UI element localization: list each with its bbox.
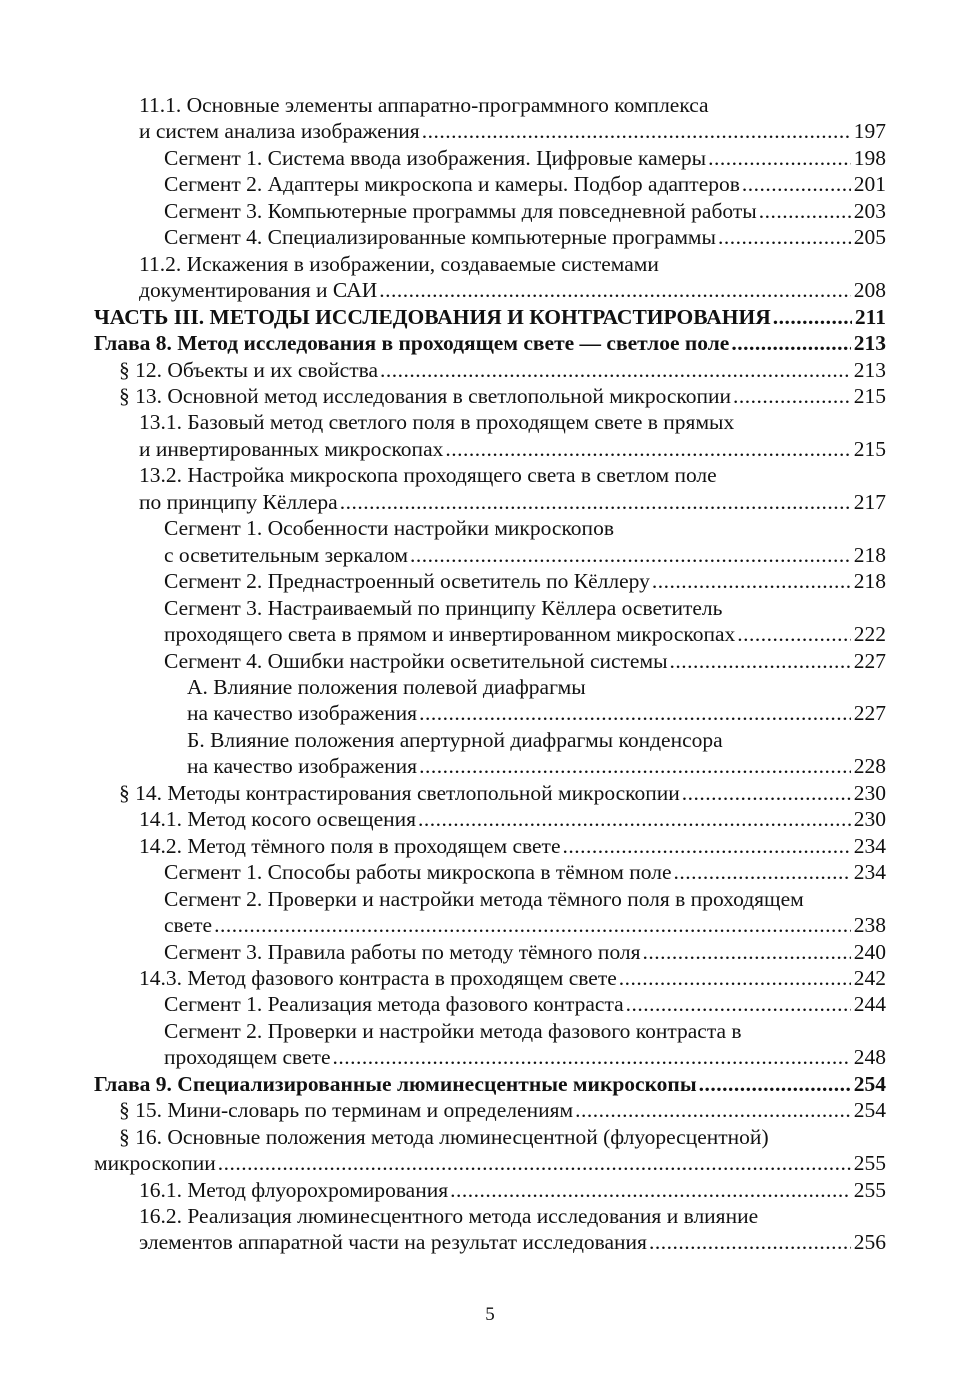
toc-entry-line xyxy=(94,621,886,647)
toc-entry-title: и систем анализа изображения xyxy=(139,119,420,144)
toc-entry-line xyxy=(94,1044,886,1070)
toc-page-number: 227 xyxy=(853,701,886,726)
dot-leader xyxy=(619,965,851,991)
toc-entry-line xyxy=(94,753,886,779)
page-number: 5 xyxy=(485,1304,495,1325)
toc-entry-title: § 14. Методы контрастирования светлопольной микроскопии xyxy=(119,780,680,805)
toc-entry[interactable] xyxy=(94,1071,886,1097)
toc-entry-line xyxy=(94,806,886,832)
toc-entry-line xyxy=(94,277,886,303)
dot-leader xyxy=(670,648,851,674)
toc-entry-line xyxy=(94,542,886,568)
toc-page-number: 238 xyxy=(853,913,886,938)
toc-entry[interactable] xyxy=(94,409,886,462)
toc-entry-line xyxy=(94,648,886,674)
toc-entry-line xyxy=(94,1177,886,1203)
dot-leader xyxy=(214,912,851,938)
toc-entry-title: на качество изображения xyxy=(187,754,418,779)
toc-entry-title: § 16. Основные положения метода люминесцентной (флуоресцентной) xyxy=(119,1124,769,1149)
dot-leader xyxy=(422,118,851,144)
toc-entry-line xyxy=(94,330,886,356)
toc-entry[interactable] xyxy=(94,1177,886,1203)
toc-entry[interactable] xyxy=(94,674,886,727)
toc-entry-title: А. Влияние положения полевой диафрагмы xyxy=(187,674,586,699)
toc-entry-title: § 13. Основной метод исследования в светлопольной микроскопии xyxy=(119,383,732,408)
dot-leader xyxy=(733,383,851,409)
toc-entry-title: проходящем свете xyxy=(164,1045,331,1070)
toc-page-number: 228 xyxy=(853,754,886,779)
toc-page-number: 222 xyxy=(853,622,886,647)
toc-entry-line xyxy=(94,1229,886,1255)
dot-leader xyxy=(419,700,851,726)
toc-page-number: 256 xyxy=(853,1230,886,1255)
toc-entry-line xyxy=(94,991,886,1017)
toc-page-number: 203 xyxy=(853,198,886,223)
toc-entry-line xyxy=(94,1150,886,1176)
toc-page-number: 254 xyxy=(853,1098,886,1123)
toc-entry-title: 16.1. Метод флуорохромирования xyxy=(139,1177,449,1202)
toc-entry[interactable] xyxy=(94,939,886,965)
dot-leader xyxy=(652,568,851,594)
toc-page-number: 215 xyxy=(853,436,886,461)
toc-entry-title: Сегмент 3. Компьютерные программы для повседневной работы xyxy=(164,198,757,223)
toc-entry-title: Сегмент 1. Система ввода изображения. Цифровые камеры xyxy=(164,145,707,170)
toc-entry-line xyxy=(94,409,886,435)
toc-page-number: 242 xyxy=(853,965,886,990)
toc-entry-title: Глава 8. Метод исследования в проходящем свете — светлое поле xyxy=(94,331,730,356)
toc-entry[interactable] xyxy=(94,991,886,1017)
toc-entry-line xyxy=(94,145,886,171)
toc-entry[interactable] xyxy=(94,224,886,250)
toc-entry-title: ЧАСТЬ III. МЕТОДЫ ИССЛЕДОВАНИЯ И КОНТРАСТИРОВАНИЯ xyxy=(94,304,771,329)
toc-entry-line xyxy=(94,595,886,621)
toc-entry[interactable] xyxy=(94,515,886,568)
toc-page-number: 197 xyxy=(853,119,886,144)
dot-leader xyxy=(379,277,851,303)
toc-entry-title: элементов аппаратной части на результат исследования xyxy=(139,1230,647,1255)
toc-page-number: 255 xyxy=(853,1177,886,1202)
toc-page-number: 211 xyxy=(854,304,886,329)
toc-entry-line xyxy=(94,251,886,277)
toc-entry-title: с осветительным зеркалом xyxy=(164,542,408,567)
toc-entry[interactable] xyxy=(94,383,886,409)
dot-leader xyxy=(218,1150,851,1176)
toc-entry-title: Б. Влияние положения апертурной диафрагмы конденсора xyxy=(187,727,723,752)
dot-leader xyxy=(643,939,851,965)
toc-entry[interactable] xyxy=(94,1203,886,1256)
toc-entry-line xyxy=(94,224,886,250)
dot-leader xyxy=(759,198,851,224)
toc-entry-line xyxy=(94,92,886,118)
dot-leader xyxy=(731,330,850,356)
toc-entry-line xyxy=(94,886,886,912)
toc-entry-line xyxy=(94,833,886,859)
toc-entry[interactable] xyxy=(94,462,886,515)
toc-entry[interactable] xyxy=(94,92,886,145)
toc-entry-title: Глава 9. Специализированные люминесцентные микроскопы xyxy=(94,1071,697,1096)
toc-page-number: 215 xyxy=(853,383,886,408)
toc-entry-line xyxy=(94,780,886,806)
dot-leader xyxy=(380,357,851,383)
toc-page-number: 254 xyxy=(853,1071,886,1096)
toc-entry-title: 16.2. Реализация люминесцентного метода исследования и влияние xyxy=(139,1204,759,1229)
toc-entry-line xyxy=(94,965,886,991)
toc-page-number: 248 xyxy=(853,1045,886,1070)
toc-page-number: 217 xyxy=(853,489,886,514)
toc-entry-title: Сегмент 2. Преднастроенный осветитель по Кёллеру xyxy=(164,569,650,594)
toc-entry-line xyxy=(94,859,886,885)
toc-page-number: 230 xyxy=(853,807,886,832)
toc-entry[interactable] xyxy=(94,330,886,356)
toc-entry-title: микроскопии xyxy=(94,1151,216,1176)
dot-leader xyxy=(773,304,852,330)
toc-page-number: 208 xyxy=(853,278,886,303)
toc-page-number: 213 xyxy=(853,357,886,382)
dot-leader xyxy=(674,859,851,885)
toc-entry-title: 14.3. Метод фазового контраста в проходящем свете xyxy=(139,965,617,990)
toc-entry-line xyxy=(94,383,886,409)
dot-leader xyxy=(563,833,851,859)
toc-entry-title: 11.1. Основные элементы аппаратно-программного комплекса xyxy=(139,93,709,117)
toc-page-number: 201 xyxy=(853,172,886,197)
toc-page-number: 240 xyxy=(853,939,886,964)
toc-entry-line xyxy=(94,939,886,965)
toc-entry[interactable] xyxy=(94,145,886,171)
toc-entry[interactable] xyxy=(94,1018,886,1071)
toc-page-number: 230 xyxy=(853,780,886,805)
dot-leader xyxy=(410,542,851,568)
toc-entry-line xyxy=(94,700,886,726)
toc-entry-title: Сегмент 1. Особенности настройки микроскопов xyxy=(164,516,614,541)
toc-entry-title: Сегмент 4. Ошибки настройки осветительной системы xyxy=(164,648,668,673)
dot-leader xyxy=(575,1097,851,1123)
toc-entry-title: Сегмент 2. Проверки и настройки метода тёмного поля в проходящем xyxy=(164,886,804,911)
toc-entry[interactable] xyxy=(94,1124,886,1177)
toc-entry[interactable] xyxy=(94,171,886,197)
toc-entry[interactable] xyxy=(94,833,886,859)
toc-entry-title: Сегмент 2. Проверки и настройки метода фазового контраста в xyxy=(164,1018,742,1043)
dot-leader xyxy=(445,436,850,462)
toc-entry[interactable] xyxy=(94,1097,886,1123)
toc-entry[interactable] xyxy=(94,727,886,780)
toc-entry-title: Сегмент 1. Реализация метода фазового контраста xyxy=(164,992,624,1017)
toc-page-number: 234 xyxy=(853,860,886,885)
dot-leader xyxy=(340,489,851,515)
dot-leader xyxy=(737,621,850,647)
table-of-contents xyxy=(94,92,886,1256)
toc-entry-line xyxy=(94,912,886,938)
toc-entry-line xyxy=(94,515,886,541)
toc-entry-title: 13.1. Базовый метод светлого поля в проходящем свете в прямых xyxy=(139,410,735,435)
toc-entry[interactable] xyxy=(94,886,886,939)
toc-entry[interactable] xyxy=(94,251,886,304)
toc-page-number: 213 xyxy=(853,331,886,356)
toc-entry-title: 13.2. Настройка микроскопа проходящего света в светлом поле xyxy=(139,463,717,488)
toc-entry-line xyxy=(94,568,886,594)
toc-entry-line xyxy=(94,436,886,462)
toc-entry-title: Сегмент 2. Адаптеры микроскопа и камеры. Подбор адаптеров xyxy=(164,172,740,197)
toc-page-number: 255 xyxy=(853,1151,886,1176)
toc-entry-line xyxy=(94,489,886,515)
dot-leader xyxy=(418,806,851,832)
toc-page-number: 244 xyxy=(853,992,886,1017)
dot-leader xyxy=(649,1229,851,1255)
toc-entry-line xyxy=(94,357,886,383)
toc-entry-line xyxy=(94,1203,886,1229)
dot-leader xyxy=(419,753,851,779)
dot-leader xyxy=(742,171,851,197)
toc-page-number: 205 xyxy=(853,225,886,250)
toc-entry-line xyxy=(94,118,886,144)
toc-entry-title: Сегмент 3. Настраиваемый по принципу Кёллера осветитель xyxy=(164,595,723,620)
toc-entry-title: на качество изображения xyxy=(187,701,418,726)
toc-page-number: 218 xyxy=(853,569,886,594)
dot-leader xyxy=(450,1177,851,1203)
toc-page-number: 227 xyxy=(853,648,886,673)
toc-entry-line xyxy=(94,674,886,700)
toc-entry-title: Сегмент 4. Специализированные компьютерные программы xyxy=(164,225,716,250)
dot-leader xyxy=(708,145,851,171)
toc-entry-line xyxy=(94,304,886,330)
dot-leader xyxy=(699,1071,851,1097)
toc-entry-title: по принципу Кёллера xyxy=(139,489,338,514)
toc-page-number: 218 xyxy=(853,542,886,567)
toc-entry-line xyxy=(94,171,886,197)
toc-entry-title: Сегмент 1. Способы работы микроскопа в тёмном поле xyxy=(164,860,672,885)
toc-entry-title: документирования и САИ xyxy=(139,278,378,303)
toc-entry-title: проходящего света в прямом и инвертированном микроскопах xyxy=(164,622,736,647)
toc-entry-title: § 15. Мини-словарь по терминам и определениям xyxy=(119,1098,574,1123)
toc-entry[interactable] xyxy=(94,780,886,806)
toc-entry-line xyxy=(94,1071,886,1097)
toc-entry-line xyxy=(94,198,886,224)
toc-entry[interactable] xyxy=(94,965,886,991)
toc-entry[interactable] xyxy=(94,198,886,224)
toc-entry-title: § 12. Объекты и их свойства xyxy=(119,357,379,382)
toc-entry-line xyxy=(94,1097,886,1123)
toc-entry-line xyxy=(94,727,886,753)
dot-leader xyxy=(718,224,851,250)
toc-page-number: 234 xyxy=(853,833,886,858)
toc-entry-line xyxy=(94,1018,886,1044)
toc-entry[interactable] xyxy=(94,859,886,885)
toc-entry[interactable] xyxy=(94,595,886,648)
toc-entry-title: и инвертированных микроскопах xyxy=(139,436,444,461)
dot-leader xyxy=(626,991,851,1017)
toc-entry-title: Сегмент 3. Правила работы по методу тёмного поля xyxy=(164,939,641,964)
toc-entry[interactable] xyxy=(94,357,886,383)
toc-entry[interactable] xyxy=(94,568,886,594)
toc-entry-title: 14.2. Метод тёмного поля в проходящем свете xyxy=(139,833,561,858)
toc-entry-line xyxy=(94,1124,886,1150)
dot-leader xyxy=(333,1044,851,1070)
toc-entry-title: 11.2. Искажения в изображении, создаваемые системами xyxy=(139,251,659,276)
toc-entry-title: свете xyxy=(164,913,213,938)
dot-leader xyxy=(682,780,851,806)
toc-entry-line xyxy=(94,462,886,488)
toc-entry[interactable] xyxy=(94,648,886,674)
toc-entry-title: 14.1. Метод косого освещения xyxy=(139,807,417,832)
toc-page-number: 198 xyxy=(853,145,886,170)
toc-entry[interactable] xyxy=(94,304,886,330)
toc-entry[interactable] xyxy=(94,806,886,832)
